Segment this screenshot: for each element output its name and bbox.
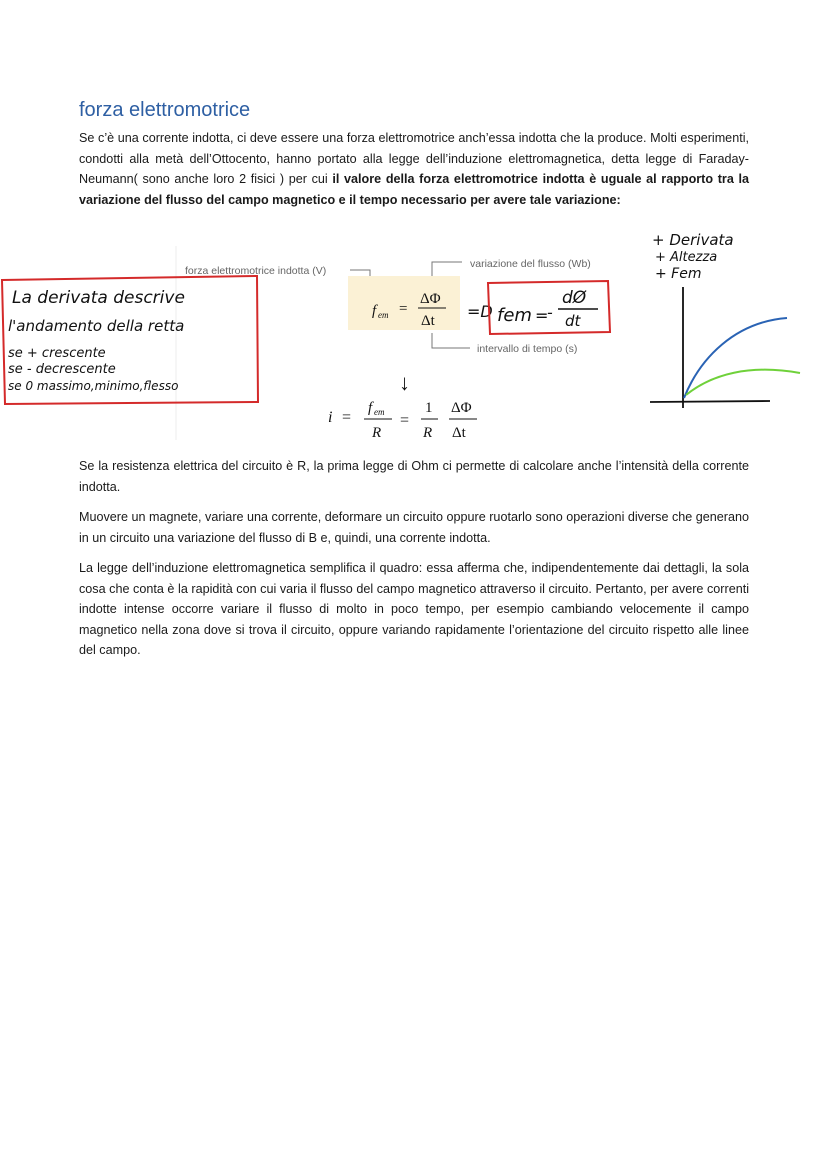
arrow-down-icon: ↓ (399, 370, 410, 395)
formula-fem-sub: em (378, 310, 389, 320)
formula-figure (0, 0, 828, 450)
note-line-3: se + crescente (8, 346, 106, 361)
graph-x-axis (650, 401, 770, 402)
graph-curve-green (686, 370, 800, 395)
current-i: i (328, 409, 333, 426)
formula-fem-f: f (372, 303, 377, 319)
formula-numerator: ΔΦ (420, 291, 441, 307)
note-line-2: l'andamento della retta (8, 317, 185, 335)
current-R2: R (423, 425, 433, 441)
section-title: forza elettromotrice (79, 99, 251, 121)
intro-text: Se c’è una corrente indotta, ci deve essere una forza elettromotrice anch’essa indotta che la produce. Molti esperimenti, condotti alla metà dell’Ottocento, hanno portato alla legge dell’induzione elettromagnetica, detta legge di Faraday-Neumann( sono anche loro 2 fisici ) per cui (79, 131, 749, 186)
label-time: intervallo di tempo (s) (477, 343, 578, 355)
note-line-4: se - decrescente (8, 362, 116, 377)
formula-equals: = (399, 301, 408, 317)
fem-minus: - (547, 303, 553, 322)
label-fem: forza elettromotrice indotta (V) (185, 265, 327, 277)
ohm-paragraph: Se la resistenza elettrica del circuito è R, la prima legge di Ohm ci permette di calcolare anche l’intensità della corrente indotta. (79, 459, 749, 494)
current-den: Δt (452, 425, 466, 441)
graph-note-2: + Altezza (655, 250, 718, 265)
current-f-sub: em (374, 407, 385, 417)
induction-methods-paragraph: Muovere un magnete, variare una corrente, deformare un circuito oppure ruotarlo sono operazioni diverse che generano in un circuito una variazione del flusso di B e, quindi, una corrente indotta. (79, 510, 749, 545)
note-line-5: se 0 massimo,minimo,flesso (8, 379, 179, 393)
current-equals-1: = (342, 409, 352, 426)
current-num: ΔΦ (451, 400, 472, 416)
leader-time (432, 333, 470, 348)
label-flux: variazione del flusso (Wb) (470, 258, 591, 270)
fem-den: dt (565, 312, 581, 330)
law-summary-paragraph: La legge dell’induzione elettromagnetica semplifica il quadro: essa afferma che, indipendentemente dai dettagli, la sola cosa che conta è la rapidità con cui varia il flusso del campo magnetico attraverso il circuito. Pertanto, per avere correnti indotte intense occorre variare il flusso di molto in poco tempo, per esempio cambiando velocemente il campo magnetico nella zona dove si trova il circuito, oppure variando rapidamente l’orientazione del circuito rispetto alle linee del campo. (79, 561, 749, 657)
current-f: f (368, 400, 373, 416)
graph-note-3: + Fem (655, 266, 702, 282)
note-line-1: La derivata descrive (12, 288, 185, 308)
intro-bold-text: il valore della forza elettromotrice indotta è uguale al rapporto tra la variazione del flusso del campo magnetico e il tempo necessario per avere tale variazione: (79, 172, 749, 207)
fem-handwritten: fem (497, 305, 532, 326)
implies-mark: =D (467, 302, 493, 321)
fem-num: dØ (562, 288, 587, 308)
current-one: 1 (425, 400, 433, 416)
graph-note-1: + Derivata (652, 231, 734, 249)
current-equals-2: = (400, 412, 410, 429)
fem-equals: = (535, 306, 549, 325)
formula-denominator: Δt (421, 313, 435, 329)
current-R: R (372, 425, 382, 441)
